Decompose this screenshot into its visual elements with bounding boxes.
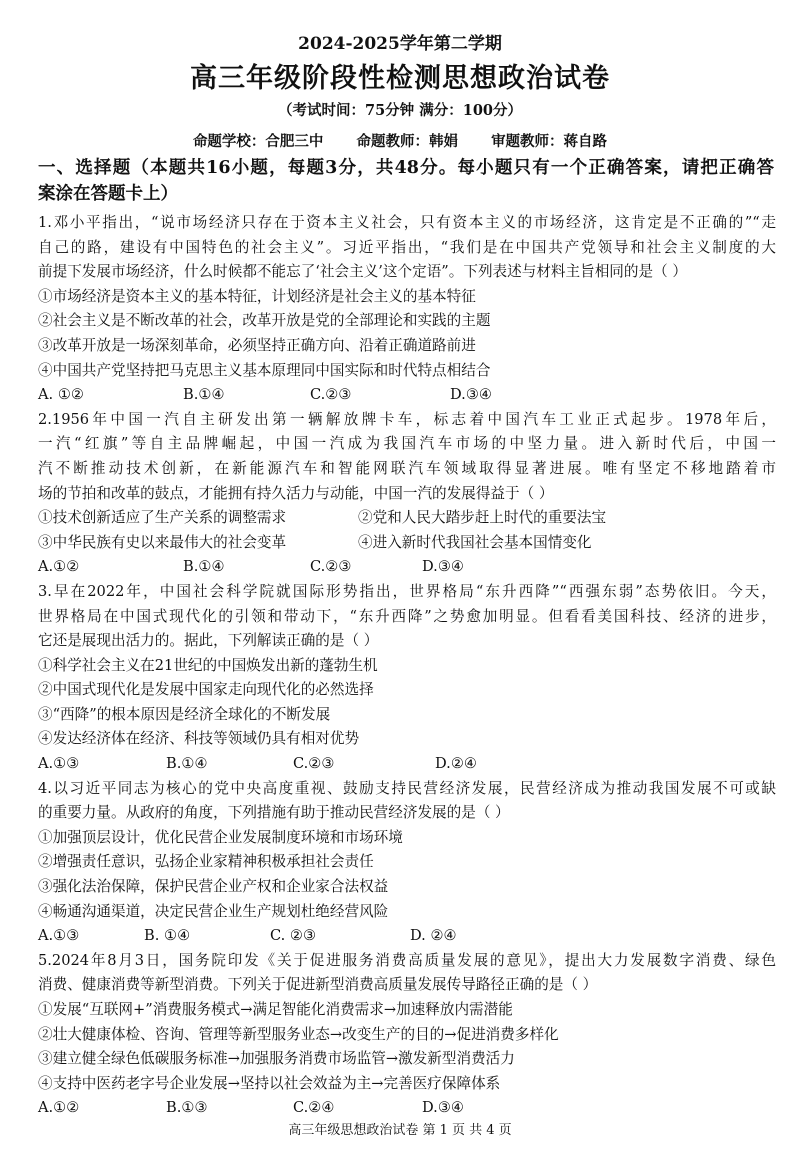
q4-option: ②增强责任意识，弘扬企业家精神积极承担社会责任 <box>38 853 374 871</box>
q3-stem-line: 它还是展现出活力的。据此，下列解读正确的是（ ） <box>38 632 379 650</box>
q4-stem-line: 的重要力量。从政府的角度，下列措施有助于推动民营经济发展的是（ ） <box>38 804 510 822</box>
q3-stem-line: 3.早在2022年，中国社会科学院就国际形势指出，世界格局“东升西降”“西强东弱”态势依旧。今天， <box>38 582 776 600</box>
q2-options-row <box>38 531 776 556</box>
authors-line <box>0 130 800 151</box>
q2-stem-line: 2.1956年中国一汽自主研发出第一辆解放牌卡车，标志着中国汽车工业正式起步。1978年后， <box>38 410 776 428</box>
q1-option: ③改革开放是一场深刻革命，必须坚持正确方向、沿着正确道路前进 <box>38 336 476 354</box>
q2-option: ④进入新时代我国社会基本国情变化 <box>358 533 592 551</box>
q3-choices <box>38 752 776 777</box>
section-heading-line2: 案涂在答题卡上） <box>38 184 178 204</box>
q3-option: ③“西降”的根本原因是经济全球化的不断发展 <box>38 705 331 723</box>
choice-c: C. ②③ <box>270 927 317 945</box>
q3-option: ②中国式现代化是发展中国家走向现代化的必然选择 <box>38 681 374 699</box>
q4-stem-line: 4.以习近平同志为核心的党中央高度重视、鼓励支持民营经济发展，民营经济成为推动我国发展不可或缺 <box>38 779 776 797</box>
choice-d: D.②④ <box>435 755 477 773</box>
q2-stem-line: 一汽“红旗”等自主品牌崛起，中国一汽成为我国汽车市场的中坚力量。进入新时代后，中国一 <box>38 435 776 453</box>
q2-option: ②党和人民大踏步赶上时代的重要法宝 <box>358 509 607 527</box>
term-title: 2024-2025学年第二学期 <box>298 34 502 54</box>
q5-option: ②壮大健康体检、咨询、管理等新型服务业态→改变生产的目的→促进消费多样化 <box>38 1025 559 1043</box>
choice-c: C.②③ <box>310 558 352 576</box>
q2-options-row <box>38 506 776 531</box>
choice-b: B.①③ <box>166 1099 208 1117</box>
q5-choices <box>38 1096 776 1121</box>
questions <box>38 211 776 1121</box>
choice-b: B.①④ <box>166 755 208 773</box>
q5-option: ①发展“互联网+”消费服务模式→满足智能化消费需求→加速释放内需潜能 <box>38 1001 513 1018</box>
choice-a: A.①③ <box>38 927 80 945</box>
choice-d: D.③④ <box>422 558 464 576</box>
q1-option: ②社会主义是不断改革的社会，改革开放是党的全部理论和实践的主题 <box>38 312 491 330</box>
question-4 <box>38 777 776 949</box>
choice-b: B. ①④ <box>144 927 191 945</box>
q1-stem-line: 前提下发展市场经济，什么时候都不能忘了‘社会主义’这个定语”。下列表述与材料主旨相同的是（ ） <box>38 263 687 281</box>
section-heading <box>38 155 774 207</box>
teacher-label: 命题教师：韩娟 <box>356 133 458 150</box>
page-footer: 高三年级思想政治试卷 第 1 页 共 4 页 <box>288 1123 512 1138</box>
choice-a: A.①③ <box>38 755 80 773</box>
question-1 <box>38 211 776 408</box>
question-2 <box>38 408 776 580</box>
question-5 <box>38 949 776 1121</box>
q5-stem-line: 5.2024年8月3日，国务院印发《关于促进服务消费高质量发展的意见》，提出大力发展数字消费、绿色 <box>38 951 776 969</box>
question-3 <box>38 580 776 777</box>
q1-stem-line: 1.邓小平指出，“说市场经济只存在于资本主义社会，只有资本主义的市场经济，这肯定是不正确的”“走 <box>38 214 776 231</box>
choice-c: C.②④ <box>293 1099 335 1117</box>
q1-stem-line: 自己的路，建设有中国特色的社会主义”。习近平指出，“我们是在中国共产党领导和社会主义制度的大 <box>38 238 776 256</box>
q5-option: ④支持中医药老字号企业发展→坚持以社会效益为主→完善医疗保障体系 <box>38 1074 501 1092</box>
q3-option: ④发达经济体在经济、科技等领域仍具有相对优势 <box>38 730 360 748</box>
choice-a: A. ①② <box>38 386 84 404</box>
q5-stem-line: 消费、健康消费等新型消费。下列关于促进新型消费高质量发展传导路径正确的是（ ） <box>38 976 598 994</box>
choice-c: C.②③ <box>310 386 352 404</box>
q2-option: ③中华民族有史以来最伟大的社会变革 <box>38 533 287 551</box>
q1-option: ①市场经济是资本主义的基本特征，计划经济是社会主义的基本特征 <box>38 287 476 305</box>
q3-stem-line: 世界格局在中国式现代化的引领和带动下，“东升西降”之势愈加明显。但看看美国科技、经济的进步， <box>38 607 776 625</box>
q2-stem-line: 汽不断推动技术创新，在新能源汽车和智能网联汽车领域取得显著进展。唯有坚定不移地踏着市 <box>38 459 776 477</box>
q5-option: ③建立健全绿色低碳服务标准→加强服务消费市场监管→激发新型消费活力 <box>38 1050 515 1068</box>
q1-option: ④中国共产党坚持把马克思主义基本原理同中国实际和时代特点相结合 <box>38 361 491 379</box>
choice-a: A.①② <box>38 558 80 576</box>
q3-option: ①科学社会主义在21世纪的中国焕发出新的蓬勃生机 <box>38 656 378 674</box>
choice-d: D. ②④ <box>410 927 457 945</box>
q4-option: ③强化法治保障，保护民营企业产权和企业家合法权益 <box>38 878 389 896</box>
q4-option: ①加强顶层设计，优化民营企业发展制度环境和市场环境 <box>38 828 403 846</box>
q4-choices <box>38 924 776 949</box>
exam-info: （考试时间：75分钟 满分：100分） <box>278 102 522 119</box>
choice-a: A.①② <box>38 1099 80 1117</box>
choice-b: B.①④ <box>183 558 225 576</box>
q4-option: ④畅通沟通渠道，决定民营企业生产规划杜绝经营风险 <box>38 902 389 920</box>
q2-option: ①技术创新适应了生产关系的调整需求 <box>38 509 287 527</box>
choice-d: D.③④ <box>450 386 492 404</box>
q2-choices <box>38 555 776 580</box>
reviewer-label: 审题教师：蒋自路 <box>491 133 608 150</box>
section-heading-line1: 一、选择题（本题共16小题，每题3分，共48分。每小题只有一个正确答案，请把正确答 <box>38 158 774 178</box>
q1-choices <box>38 383 776 408</box>
choice-c: C.②③ <box>293 755 335 773</box>
q2-stem-line: 场的节拍和改革的鼓点，才能拥有持久活力与动能，中国一汽的发展得益于（ ） <box>38 484 554 502</box>
choice-b: B.①④ <box>183 386 225 404</box>
exam-title: 高三年级阶段性检测思想政治试卷 <box>190 63 610 94</box>
choice-d: D.③④ <box>422 1099 464 1117</box>
school-label: 命题学校：合肥三中 <box>192 133 324 150</box>
